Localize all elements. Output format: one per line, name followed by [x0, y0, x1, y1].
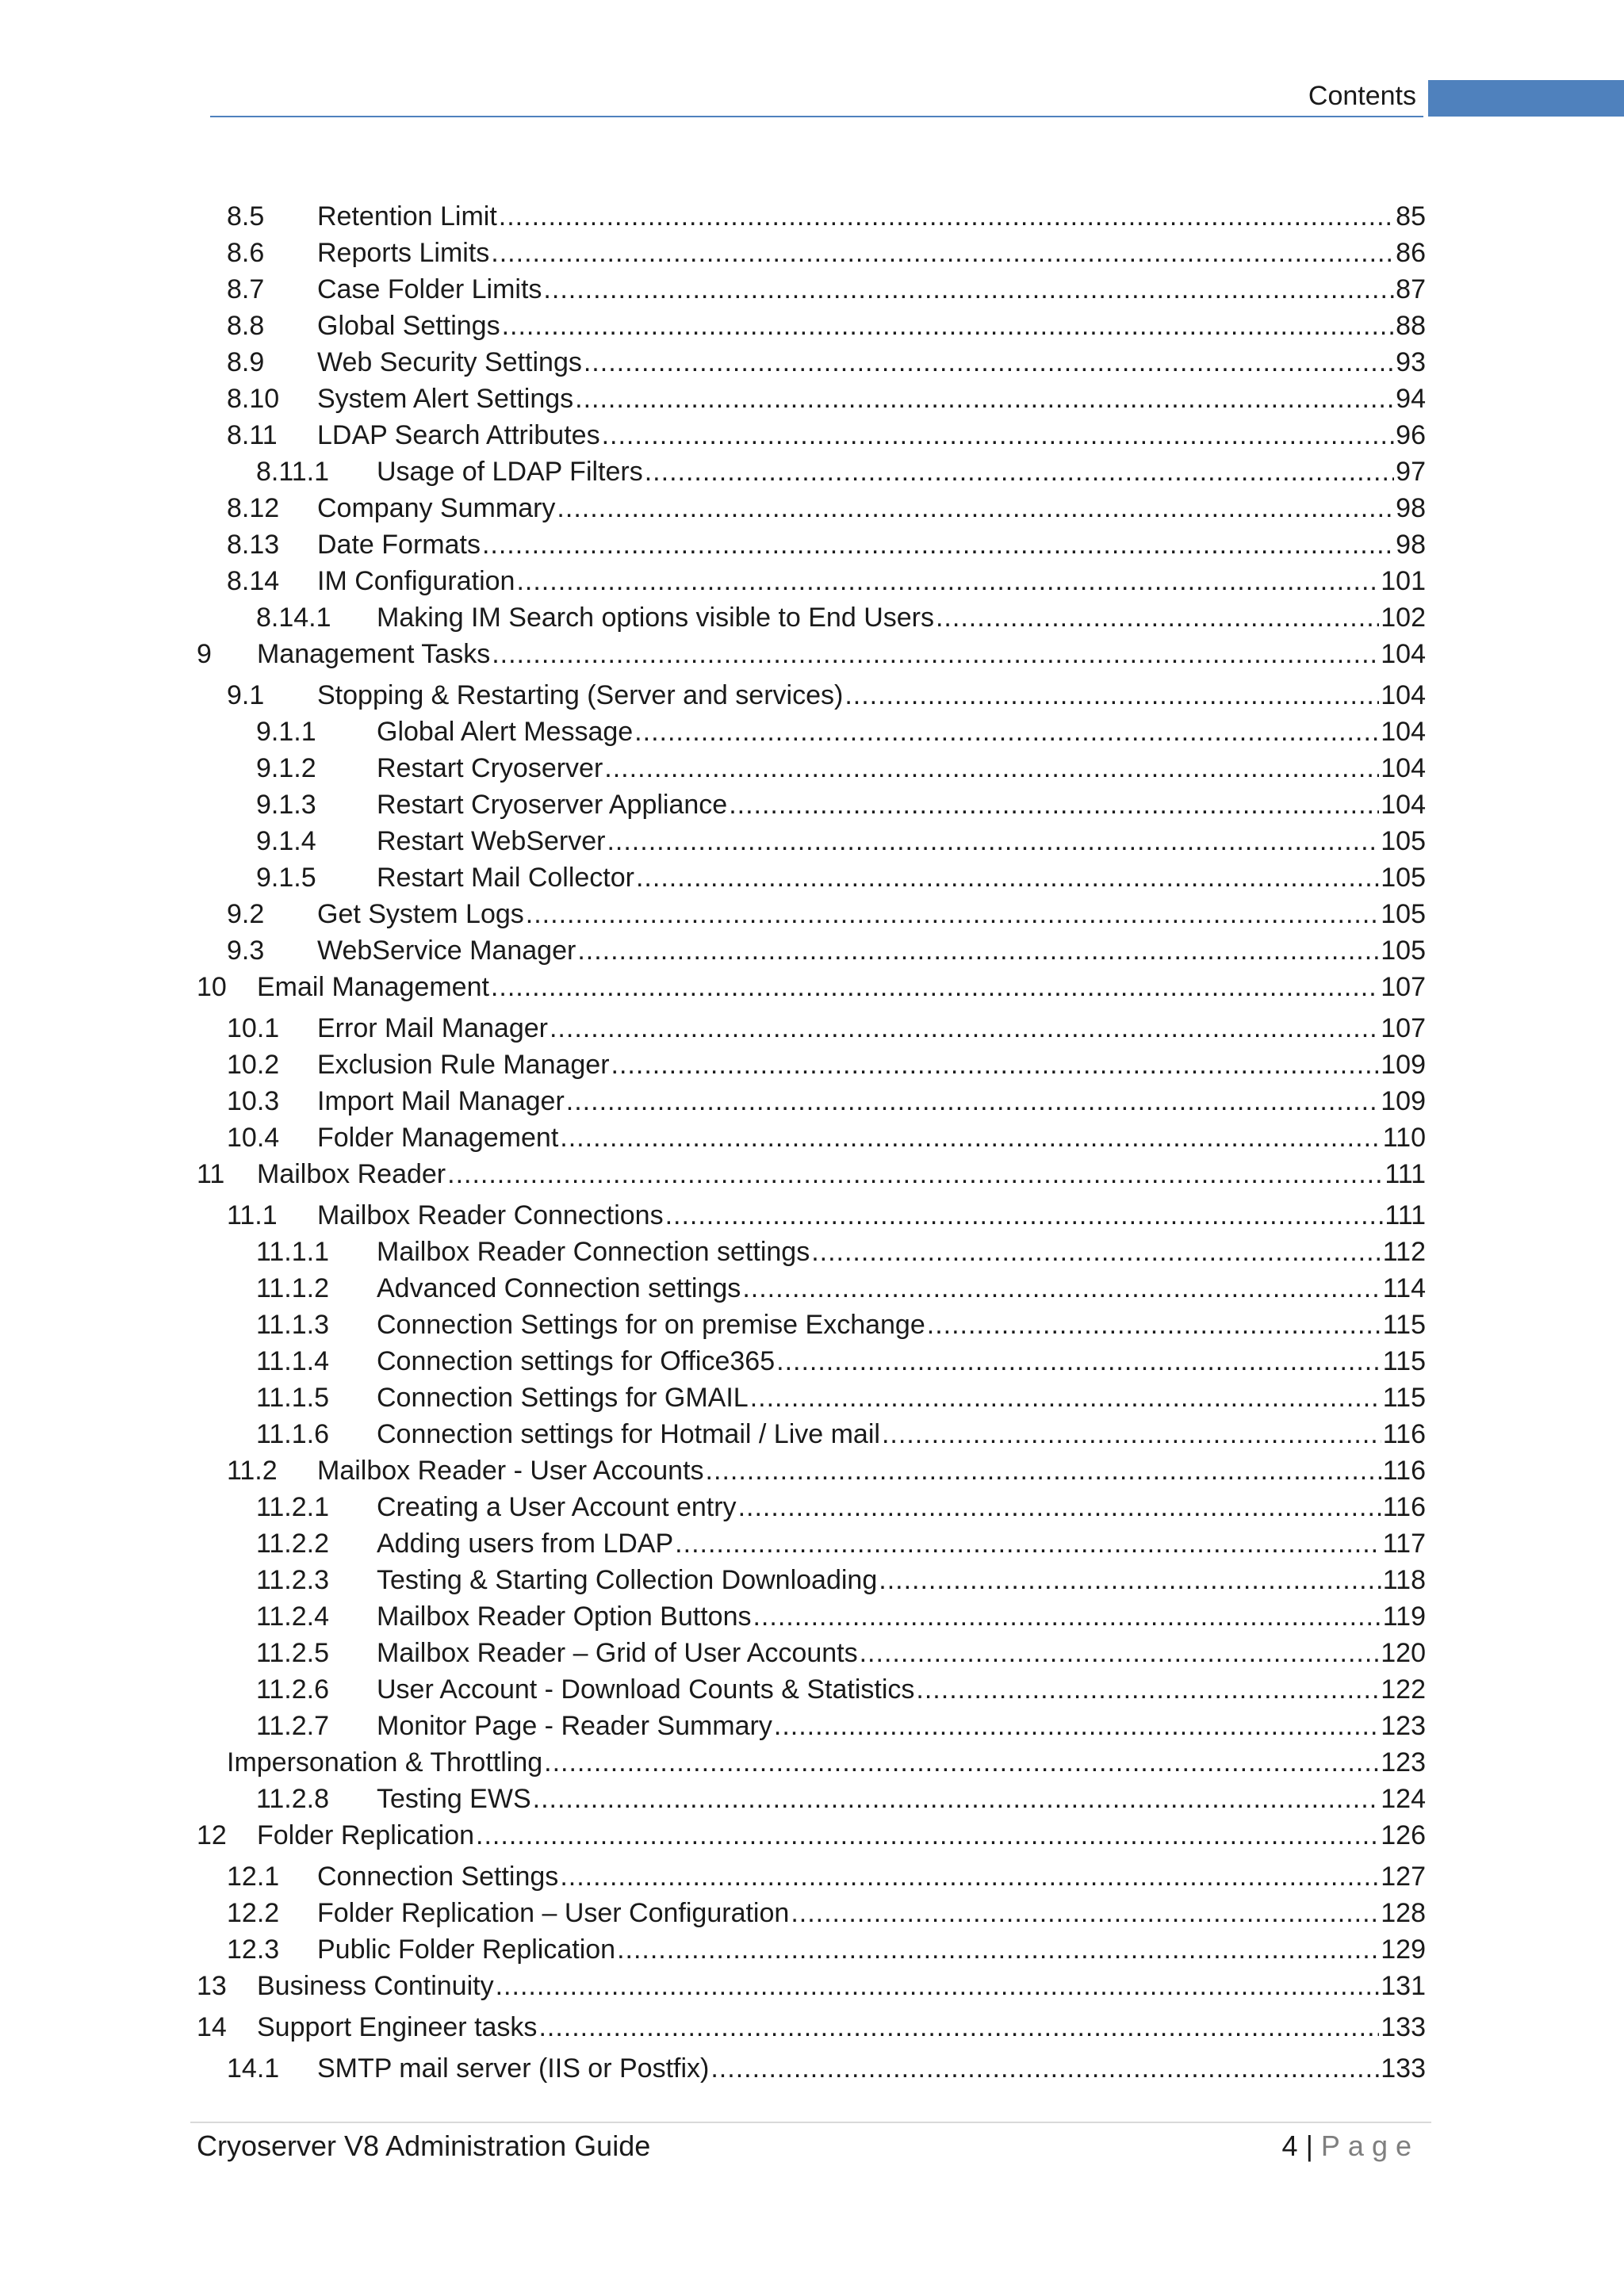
footer-separator: |	[1305, 2130, 1313, 2162]
toc-entry-title: Restart Mail Collector	[377, 863, 634, 893]
toc-dot-leader	[845, 677, 1379, 714]
toc-entry-title: Connection Settings for on premise Exchange	[377, 1310, 925, 1340]
toc-entry[interactable]	[256, 1635, 1426, 1671]
toc-entry-title: Adding users from LDAP	[377, 1529, 674, 1559]
toc-entry-number: 8.6	[227, 238, 265, 268]
toc-dot-leader	[750, 1380, 1381, 1416]
toc-entry-page: 129	[1381, 1934, 1426, 1965]
toc-dot-leader	[499, 198, 1394, 235]
toc-entry-number: 11.2.6	[256, 1674, 330, 1705]
toc-dot-leader	[516, 563, 1379, 599]
toc-entry-page: 88	[1396, 311, 1426, 341]
toc-entry-title: Folder Replication	[257, 1820, 475, 1850]
toc-entry-page: 105	[1381, 863, 1426, 893]
toc-entry[interactable]	[227, 932, 1426, 969]
toc-entry-number: 11.2.1	[256, 1492, 330, 1522]
toc-entry-number: 8.9	[227, 347, 265, 377]
toc-entry-number: 9.1	[227, 680, 265, 710]
toc-entry-title: Exclusion Rule Manager	[317, 1050, 610, 1080]
toc-entry-number: 9.1.5	[256, 863, 316, 893]
toc-entry-number: 9	[197, 639, 212, 669]
toc-entry-title: Management Tasks	[257, 639, 491, 669]
toc-entry-page: 131	[1381, 1971, 1426, 2001]
toc-entry-title: Mailbox Reader	[257, 1159, 446, 1189]
toc-entry-number: 8.5	[227, 201, 265, 232]
toc-entry[interactable]	[256, 1598, 1426, 1635]
toc-dot-leader	[811, 1234, 1381, 1270]
toc-dot-leader	[634, 714, 1379, 750]
toc-entry-number: 8.10	[227, 384, 280, 414]
toc-dot-leader	[482, 526, 1394, 563]
toc-entry-title: Restart Cryoserver	[377, 753, 603, 783]
toc-dot-leader	[543, 271, 1394, 308]
toc-entry-page: 123	[1381, 1747, 1426, 1777]
toc-dot-leader	[557, 490, 1394, 526]
toc-dot-leader	[617, 1931, 1379, 1968]
toc-entry[interactable]	[256, 1416, 1426, 1452]
toc-entry-number: 11	[197, 1159, 225, 1189]
toc-entry[interactable]	[197, 1968, 1426, 2004]
toc-entry-title: Testing & Starting Collection Downloading	[377, 1565, 878, 1595]
toc-entry[interactable]	[256, 1489, 1426, 1525]
toc-entry-page: 115	[1382, 1310, 1426, 1340]
toc-entry[interactable]	[197, 636, 1426, 672]
toc-dot-leader	[496, 1968, 1380, 2004]
toc-entry-page: 109	[1381, 1050, 1426, 1080]
toc-entry-page: 104	[1381, 680, 1426, 710]
toc-entry[interactable]	[256, 1270, 1426, 1307]
header-accent-bar	[1428, 80, 1624, 117]
toc-entry-page: 105	[1381, 826, 1426, 856]
toc-entry-title: Connection settings for Hotmail / Live mail	[377, 1419, 880, 1449]
toc-dot-leader	[550, 1010, 1379, 1047]
toc-entry-title: Connection settings for Office365	[377, 1346, 776, 1376]
toc-dot-leader	[560, 1119, 1381, 1156]
toc-entry[interactable]	[227, 198, 1426, 235]
toc-entry-number: 9.3	[227, 936, 265, 966]
toc-entry-page: 101	[1381, 566, 1426, 596]
toc-entry-number: 13	[197, 1971, 227, 2001]
toc-entry-title: Mailbox Reader – Grid of User Accounts	[377, 1638, 858, 1668]
toc-entry-title: Reports Limits	[317, 238, 490, 268]
toc-dot-leader	[636, 859, 1379, 896]
toc-dot-leader	[447, 1156, 1383, 1192]
toc-entry-page: 123	[1381, 1711, 1426, 1741]
header-rule	[210, 116, 1423, 117]
toc-entry[interactable]	[256, 786, 1426, 823]
toc-entry-page: 117	[1382, 1529, 1426, 1559]
toc-entry-page: 120	[1381, 1638, 1426, 1668]
toc-entry[interactable]	[256, 1234, 1426, 1270]
toc-entry-number: 8.14.1	[256, 603, 331, 633]
toc-entry-number: 11.1	[227, 1200, 278, 1230]
toc-dot-leader	[577, 932, 1379, 969]
toc-dot-leader	[491, 235, 1394, 271]
toc-dot-leader	[476, 1817, 1379, 1854]
toc-entry-page: 118	[1382, 1565, 1426, 1595]
toc-entry[interactable]	[227, 1895, 1426, 1931]
toc-entry-title: Connection Settings	[317, 1862, 559, 1892]
toc-dot-leader	[602, 417, 1395, 453]
toc-entry-page: 94	[1396, 384, 1426, 414]
toc-entry[interactable]	[227, 344, 1426, 381]
toc-entry-page: 104	[1381, 790, 1426, 820]
toc-entry-title: Connection Settings for GMAIL	[377, 1383, 749, 1413]
toc-entry-number: 11.2.2	[256, 1529, 330, 1559]
toc-entry-page: 116	[1382, 1456, 1426, 1486]
toc-entry-number: 11.2.4	[256, 1601, 330, 1632]
toc-entry-number: 11.1.1	[256, 1237, 330, 1267]
toc-entry[interactable]	[227, 271, 1426, 308]
toc-entry[interactable]	[256, 823, 1426, 859]
toc-entry-title: Monitor Page - Reader Summary	[377, 1711, 772, 1741]
toc-entry-page: 116	[1382, 1492, 1426, 1522]
toc-dot-leader	[742, 1270, 1381, 1307]
toc-entry[interactable]	[256, 1671, 1426, 1708]
toc-entry[interactable]	[227, 1083, 1426, 1119]
toc-entry-title: Making IM Search options visible to End Users	[377, 603, 934, 633]
toc-entry-page: 114	[1382, 1273, 1426, 1303]
toc-entry-page: 111	[1385, 1159, 1426, 1189]
toc-entry[interactable]	[227, 308, 1426, 344]
toc-entry[interactable]	[227, 1119, 1426, 1156]
toc-entry-number: 8.12	[227, 493, 280, 523]
toc-entry-page: 86	[1396, 238, 1426, 268]
toc-entry-page: 105	[1381, 936, 1426, 966]
toc-entry-title: Error Mail Manager	[317, 1013, 548, 1043]
toc-dot-leader	[916, 1671, 1379, 1708]
toc-entry-title: SMTP mail server (IIS or Postfix)	[317, 2053, 710, 2084]
toc-entry-title: Restart Cryoserver Appliance	[377, 790, 728, 820]
toc-entry-title: Testing EWS	[377, 1784, 531, 1814]
toc-entry-page: 122	[1381, 1674, 1426, 1705]
toc-dot-leader	[776, 1343, 1381, 1380]
toc-entry-title: Stopping & Restarting (Server and services)	[317, 680, 844, 710]
toc-entry-title: Public Folder Replication	[317, 1934, 616, 1965]
footer-page-word: Page	[1320, 2130, 1419, 2162]
toc-entry[interactable]	[256, 1525, 1426, 1562]
toc-entry[interactable]	[227, 235, 1426, 271]
toc-entry-page: 104	[1381, 639, 1426, 669]
toc-entry-page: 112	[1382, 1237, 1426, 1267]
toc-entry[interactable]	[256, 714, 1426, 750]
toc-entry-page: 126	[1381, 1820, 1426, 1850]
toc-entry-number: 10	[197, 972, 227, 1002]
toc-entry-title: Get System Logs	[317, 899, 524, 929]
toc-entry[interactable]	[227, 1744, 1426, 1781]
toc-entry-number: 11.1.5	[256, 1383, 330, 1413]
toc-entry-number: 9.1.2	[256, 753, 316, 783]
toc-entry-number: 12	[197, 1820, 227, 1850]
footer-rule	[190, 2122, 1431, 2123]
toc-entry-page: 115	[1382, 1383, 1426, 1413]
toc-entry[interactable]	[227, 417, 1426, 453]
toc-entry-title: Global Alert Message	[377, 717, 634, 747]
toc-entry-number: 14.1	[227, 2053, 280, 2084]
toc-entry-number: 11.1.6	[256, 1419, 330, 1449]
toc-entry-number: 12.2	[227, 1898, 280, 1928]
toc-entry-page: 110	[1382, 1123, 1426, 1153]
toc-entry[interactable]	[227, 2050, 1426, 2087]
toc-entry-title: IM Configuration	[317, 566, 515, 596]
toc-dot-leader	[706, 1452, 1381, 1489]
toc-dot-leader	[665, 1197, 1384, 1234]
toc-dot-leader	[607, 823, 1379, 859]
toc-dot-leader	[611, 1047, 1380, 1083]
toc-entry-number: 11.1.4	[256, 1346, 330, 1376]
toc-entry[interactable]	[197, 969, 1426, 1005]
toc-entry-number: 11.2.3	[256, 1565, 330, 1595]
toc-entry[interactable]	[256, 1343, 1426, 1380]
toc-entry-title: Usage of LDAP Filters	[377, 457, 643, 487]
toc-entry-title: System Alert Settings	[317, 384, 574, 414]
toc-entry-page: 111	[1385, 1200, 1426, 1230]
toc-entry-page: 115	[1382, 1346, 1426, 1376]
toc-entry-number: 12.3	[227, 1934, 280, 1965]
toc-entry-title: Support Engineer tasks	[257, 2012, 538, 2042]
toc-entry[interactable]	[227, 1931, 1426, 1968]
toc-dot-leader	[533, 1781, 1380, 1817]
toc-entry-page: 128	[1381, 1898, 1426, 1928]
footer-page-number: 4	[1281, 2130, 1298, 2162]
toc-dot-leader	[882, 1416, 1381, 1452]
toc-entry-title: Impersonation & Throttling	[227, 1747, 543, 1777]
toc-entry[interactable]	[256, 599, 1426, 636]
toc-entry[interactable]	[227, 381, 1426, 417]
toc-entry-number: 9.1.3	[256, 790, 316, 820]
toc-entry-title: Folder Management	[317, 1123, 559, 1153]
toc-entry-number: 9.2	[227, 899, 265, 929]
toc-dot-leader	[584, 344, 1394, 381]
toc-entry-page: 107	[1381, 1013, 1426, 1043]
toc-entry-title: Mailbox Reader - User Accounts	[317, 1456, 704, 1486]
toc-entry-title: Retention Limit	[317, 201, 497, 232]
toc-entry-number: 10.2	[227, 1050, 280, 1080]
toc-entry[interactable]	[256, 1781, 1426, 1817]
toc-entry-page: 104	[1381, 717, 1426, 747]
toc-entry-number: 14	[197, 2012, 227, 2042]
toc-entry-number: 8.11.1	[256, 457, 330, 487]
toc-entry-title: Case Folder Limits	[317, 274, 542, 304]
toc-entry-page: 119	[1382, 1601, 1426, 1632]
toc-entry[interactable]	[256, 859, 1426, 896]
toc-dot-leader	[575, 381, 1394, 417]
toc-entry-number: 8.13	[227, 530, 280, 560]
toc-entry-number: 8.11	[227, 420, 278, 450]
toc-entry-page: 102	[1381, 603, 1426, 633]
toc-entry-title: Company Summary	[317, 493, 556, 523]
toc-entry[interactable]	[256, 453, 1426, 490]
toc-entry-title: Mailbox Reader Connections	[317, 1200, 664, 1230]
toc-entry-number: 11.1.2	[256, 1273, 330, 1303]
toc-entry[interactable]	[227, 526, 1426, 563]
toc-entry-title: Creating a User Account entry	[377, 1492, 737, 1522]
toc-entry[interactable]	[256, 1380, 1426, 1416]
toc-entry-number: 11.1.3	[256, 1310, 330, 1340]
toc-entry[interactable]	[227, 896, 1426, 932]
toc-dot-leader	[675, 1525, 1381, 1562]
toc-entry-number: 9.1.4	[256, 826, 316, 856]
toc-entry-page: 109	[1381, 1086, 1426, 1116]
toc-entry[interactable]	[227, 563, 1426, 599]
toc-entry[interactable]	[256, 1708, 1426, 1744]
toc-entry[interactable]	[227, 677, 1426, 714]
toc-entry-page: 127	[1381, 1862, 1426, 1892]
toc-dot-leader	[927, 1307, 1381, 1343]
toc-entry-title: Import Mail Manager	[317, 1086, 565, 1116]
toc-entry-number: 8.7	[227, 274, 265, 304]
toc-dot-leader	[729, 786, 1379, 823]
toc-entry-number: 12.1	[227, 1862, 280, 1892]
toc-dot-leader	[544, 1744, 1379, 1781]
toc-entry[interactable]	[227, 490, 1426, 526]
toc-entry-page: 107	[1381, 972, 1426, 1002]
toc-entry-number: 11.2.7	[256, 1711, 330, 1741]
toc-dot-leader	[936, 599, 1379, 636]
toc-dot-leader	[791, 1895, 1379, 1931]
toc-dot-leader	[753, 1598, 1381, 1635]
toc-entry[interactable]	[227, 1047, 1426, 1083]
toc-dot-leader	[566, 1083, 1379, 1119]
toc-entry-page: 87	[1396, 274, 1426, 304]
toc-entry[interactable]	[227, 1858, 1426, 1895]
toc-dot-leader	[738, 1489, 1381, 1525]
toc-entry-page: 133	[1381, 2053, 1426, 2084]
toc-entry-number: 11.2.8	[256, 1784, 330, 1814]
footer-page-indicator	[1282, 2126, 1419, 2166]
toc-entry-page: 93	[1396, 347, 1426, 377]
toc-entry-title: Email Management	[257, 972, 489, 1002]
toc-entry-page: 98	[1396, 530, 1426, 560]
toc-dot-leader	[879, 1562, 1381, 1598]
toc-entry-page: 116	[1382, 1419, 1426, 1449]
toc-entry-title: LDAP Search Attributes	[317, 420, 600, 450]
toc-dot-leader	[604, 750, 1379, 786]
toc-dot-leader	[645, 453, 1394, 490]
toc-entry-title: Date Formats	[317, 530, 481, 560]
toc-entry-title: Restart WebServer	[377, 826, 606, 856]
toc-dot-leader	[860, 1635, 1380, 1671]
toc-entry-number: 11.2	[227, 1456, 278, 1486]
toc-dot-leader	[538, 2009, 1379, 2045]
toc-dot-leader	[526, 896, 1379, 932]
toc-entry-title: Advanced Connection settings	[377, 1273, 741, 1303]
toc-entry-number: 8.8	[227, 311, 265, 341]
toc-entry-number: 9.1.1	[256, 717, 316, 747]
toc-entry[interactable]	[197, 1817, 1426, 1854]
toc-entry-page: 133	[1381, 2012, 1426, 2042]
toc-entry-title: Mailbox Reader Connection settings	[377, 1237, 810, 1267]
toc-entry-page: 124	[1381, 1784, 1426, 1814]
toc-entry-page: 98	[1396, 493, 1426, 523]
toc-dot-leader	[492, 636, 1379, 672]
toc-dot-leader	[502, 308, 1395, 344]
toc-entry[interactable]	[197, 1156, 1426, 1192]
toc-entry-page: 85	[1396, 201, 1426, 232]
footer-document-title: Cryoserver V8 Administration Guide	[197, 2130, 651, 2162]
toc-entry-title: Folder Replication – User Configuration	[317, 1898, 790, 1928]
toc-dot-leader	[560, 1858, 1379, 1895]
toc-entry[interactable]	[197, 2009, 1426, 2045]
toc-entry-number: 11.2.5	[256, 1638, 330, 1668]
toc-entry[interactable]	[227, 1452, 1426, 1489]
toc-entry[interactable]	[227, 1010, 1426, 1047]
toc-entry-title: Web Security Settings	[317, 347, 582, 377]
toc-entry[interactable]	[256, 1562, 1426, 1598]
toc-entry-title: Mailbox Reader Option Buttons	[377, 1601, 752, 1632]
toc-entry-page: 105	[1381, 899, 1426, 929]
toc-entry[interactable]	[227, 1197, 1426, 1234]
toc-dot-leader	[491, 969, 1379, 1005]
running-header-title: Contents	[1308, 81, 1416, 111]
toc-dot-leader	[710, 2050, 1379, 2087]
toc-entry-title: Global Settings	[317, 311, 500, 341]
toc-entry-number: 8.14	[227, 566, 280, 596]
toc-dot-leader	[774, 1708, 1379, 1744]
toc-entry-number: 10.3	[227, 1086, 280, 1116]
toc-entry[interactable]	[256, 750, 1426, 786]
toc-entry-page: 104	[1381, 753, 1426, 783]
toc-entry[interactable]	[256, 1307, 1426, 1343]
toc-entry-title: User Account - Download Counts & Statistics	[377, 1674, 915, 1705]
toc-entry-title: WebService Manager	[317, 936, 576, 966]
toc-entry-page: 96	[1396, 420, 1426, 450]
toc-entry-number: 10.4	[227, 1123, 280, 1153]
toc-entry-number: 10.1	[227, 1013, 280, 1043]
toc-entry-page: 97	[1396, 457, 1426, 487]
toc-entry-title: Business Continuity	[257, 1971, 494, 2001]
